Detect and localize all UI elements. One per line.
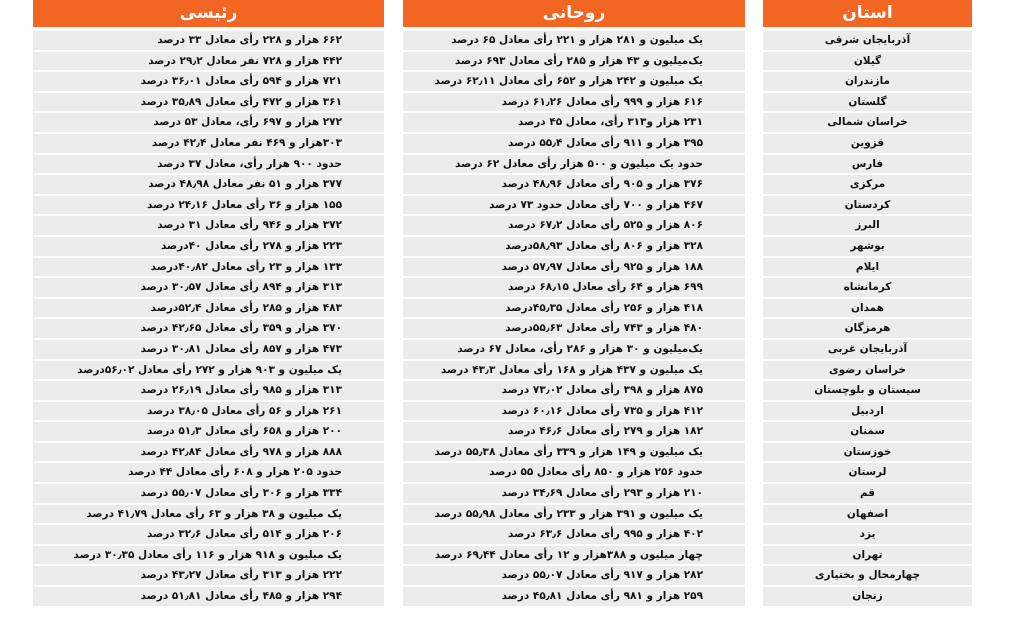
raisi-cell: ۶۶۲ هزار و ۲۲۸ رأی معادل ۳۳ درصد bbox=[33, 31, 384, 50]
rouhani-cell: حدود ۲۵۶ هزار و ۸۵۰ رأی معادل ۵۵ درصد bbox=[403, 463, 745, 482]
raisi-column bbox=[33, 0, 384, 608]
raisi-cell: یک میلیون و ۹۰۳ هزار و ۲۷۲ رأی معادل ۵۶٫۰۲درصد bbox=[33, 361, 384, 380]
province-cell: آذربایجان غربی bbox=[763, 340, 972, 359]
province-cell: سمنان bbox=[763, 422, 972, 441]
province-cell: اردبیل bbox=[763, 402, 972, 421]
rouhani-cell: حدود یک میلیون و ۵۰۰ هزار رأی معادل ۶۲ درصد bbox=[403, 155, 745, 174]
rouhani-cell: ۴۸۰ هزار و ۷۴۳ رأی معادل ۵۵٫۶۳درصد bbox=[403, 319, 745, 338]
rouhani-cell: ۳۷۶ هزار و ۹۰۵ رأی معادل ۴۸٫۹۶ درصد bbox=[403, 175, 745, 194]
rouhani-cell: یک میلیون و ۲۴۲ هزار و ۶۵۲ رأی معادل ۶۲٫۱۱ درصد bbox=[403, 72, 745, 91]
raisi-cell: ۳۶۱ هزار و ۴۷۲ رأی معادل ۳۵٫۸۹ درصد bbox=[33, 93, 384, 112]
raisi-cell: ۳۱۳ هزار و ۹۸۵ رأی معادل ۲۶٫۱۹ درصد bbox=[33, 381, 384, 400]
rouhani-cell: ۸۰۶ هزار و ۵۲۵ رأی معادل ۶۷٫۲ درصد bbox=[403, 216, 745, 235]
province-cell: لرستان bbox=[763, 463, 972, 482]
province-cell: قم bbox=[763, 484, 972, 503]
province-header: استان bbox=[763, 0, 972, 27]
province-cell: هرمزگان bbox=[763, 319, 972, 338]
rouhani-cell: ۱۸۸ هزار و ۹۲۵ رأی معادل ۵۷٫۹۷ درصد bbox=[403, 258, 745, 277]
raisi-cell: حدود ۹۰۰ هزار رأی، معادل ۳۷ درصد bbox=[33, 155, 384, 174]
province-rows bbox=[763, 31, 972, 606]
rouhani-cell: ۴۱۲ هزار و ۷۳۵ رأی معادل ۶۰٫۱۶ درصد bbox=[403, 402, 745, 421]
rouhani-cell: ۳۲۸ هزار و ۸۰۶ رأی معادل ۵۸٫۹۳درصد bbox=[403, 237, 745, 256]
raisi-cell: حدود ۲۰۵ هزار و ۶۰۸ رأی معادل ۴۴ درصد bbox=[33, 463, 384, 482]
province-cell: یزد bbox=[763, 525, 972, 544]
rouhani-cell: ۱۸۲ هزار و ۲۷۹ رأی معادل ۴۶٫۶ درصد bbox=[403, 422, 745, 441]
rouhani-cell: ۸۷۵ هزار و ۳۹۸ رأی معادل ۷۳٫۰۲ درصد bbox=[403, 381, 745, 400]
raisi-cell: ۳۱۳ هزار و ۸۹۴ رأی معادل ۳۰٫۵۷ درصد bbox=[33, 278, 384, 297]
province-cell: سیستان و بلوچستان bbox=[763, 381, 972, 400]
rouhani-cell: ۲۳۱ هزار و۳۱۳ رأی، معادل ۴۵ درصد bbox=[403, 113, 745, 132]
rouhani-cell: یک میلیون و ۲۸۱ هزار و ۲۲۱ رأی معادل ۶۵ درصد bbox=[403, 31, 745, 50]
rouhani-cell: ۲۸۲ هزار و ۹۱۷ رأی معادل ۵۵٫۰۷ درصد bbox=[403, 566, 745, 585]
rouhani-cell: ۶۱۶ هزار و ۹۹۹ رأی معادل ۶۱٫۲۶ درصد bbox=[403, 93, 745, 112]
province-cell: همدان bbox=[763, 299, 972, 318]
raisi-cell: ۲۲۳ هزار و ۲۷۸ رأی معادل ۴۰درصد bbox=[33, 237, 384, 256]
province-cell: آذربایجان شرقی bbox=[763, 31, 972, 50]
province-cell: البرز bbox=[763, 216, 972, 235]
rouhani-cell: یک میلیون و ۳۹۱ هزار و ۲۳۳ رأی معادل ۵۵٫۹۸ درصد bbox=[403, 505, 745, 524]
raisi-cell: ۳۳۴ هزار و ۳۰۶ رأی معادل ۵۵٫۰۷ درصد bbox=[33, 484, 384, 503]
province-column bbox=[763, 0, 972, 608]
province-cell: بوشهر bbox=[763, 237, 972, 256]
province-cell: قزوین bbox=[763, 134, 972, 153]
raisi-rows bbox=[33, 31, 384, 606]
province-cell: گیلان bbox=[763, 52, 972, 71]
raisi-cell: ۱۳۳ هزار و ۲۳ رأی معادل ۴۰٫۸۲درصد bbox=[33, 258, 384, 277]
rouhani-cell: ۲۱۰ هزار و ۲۹۳ رأی معادل ۳۴٫۶۹ درصد bbox=[403, 484, 745, 503]
raisi-cell: ۴۷۳ هزار و ۸۵۷ رأی معادل ۳۰٫۸۱ درصد bbox=[33, 340, 384, 359]
rouhani-cell: ۳۹۵ هزار و ۹۱۱ رأی معادل ۵۵٫۴ درصد bbox=[403, 134, 745, 153]
province-cell: خراسان شمالی bbox=[763, 113, 972, 132]
rouhani-cell: یک میلیون و ۱۴۹ هزار و ۳۳۹ رأی معادل ۵۵٫۳۸ درصد bbox=[403, 443, 745, 462]
rouhani-cell: ۲۵۹ هزار و ۹۸۱ رأی معادل ۴۵٫۸۱ درصد bbox=[403, 587, 745, 606]
province-cell: ایلام bbox=[763, 258, 972, 277]
rouhani-cell: یک‌میلیون و ۳۰ هزار و ۲۸۶ رأی، معادل ۶۷ درصد bbox=[403, 340, 745, 359]
province-cell: مازندران bbox=[763, 72, 972, 91]
rouhani-cell: ۴۱۸ هزار و ۲۵۶ رأی معادل ۴۵٫۳۵درصد bbox=[403, 299, 745, 318]
raisi-cell: ۳۷۲ هزار و ۹۴۶ رأی معادل ۳۱ درصد bbox=[33, 216, 384, 235]
raisi-cell: ۳۷۰ هزار و ۳۵۹ رأی معادل ۴۲٫۶۵ درصد bbox=[33, 319, 384, 338]
rouhani-column bbox=[403, 0, 745, 608]
raisi-header: رئیسی bbox=[33, 0, 384, 27]
rouhani-cell: ۶۹۹ هزار و ۶۴ رأی معادل ۶۸٫۱۵ درصد bbox=[403, 278, 745, 297]
province-cell: تهران bbox=[763, 546, 972, 565]
raisi-cell: ۳۰۳هزار و ۴۶۹ نفر معادل ۴۲٫۴ درصد bbox=[33, 134, 384, 153]
province-cell: چهارمحال و بختیاری bbox=[763, 566, 972, 585]
raisi-cell: ۴۴۲ هزار و ۷۲۸ نفر معادل ۲۹٫۲ درصد bbox=[33, 52, 384, 71]
raisi-cell: ۷۲۱ هزار و ۵۹۴ رأی معادل ۳۶٫۰۱ درصد bbox=[33, 72, 384, 91]
province-cell: فارس bbox=[763, 155, 972, 174]
raisi-cell: ۲۶۱ هزار و ۵۶ رأی معادل ۳۸٫۰۵ درصد bbox=[33, 402, 384, 421]
raisi-cell: ۸۸۸ هزار و ۹۷۸ رأی معادل ۴۲٫۸۴ درصد bbox=[33, 443, 384, 462]
rouhani-cell: یک‌میلیون و ۴۳ هزار و ۲۸۵ رأی معادل ۶۹۳ درصد bbox=[403, 52, 745, 71]
raisi-cell: یک میلیون و ۹۱۸ هزار و ۱۱۶ رأی معادل ۳۰٫۳۵ درصد bbox=[33, 546, 384, 565]
raisi-cell: ۳۷۷ هزار و ۵۱ نفر معادل ۴۸٫۹۸ درصد bbox=[33, 175, 384, 194]
rouhani-header: روحانی bbox=[403, 0, 745, 27]
province-cell: خوزستان bbox=[763, 443, 972, 462]
province-cell: خراسان رضوی bbox=[763, 361, 972, 380]
province-cell: کرمانشاه bbox=[763, 278, 972, 297]
raisi-cell: ۲۷۲ هزار و ۶۹۷ رأی، معادل ۵۳ درصد bbox=[33, 113, 384, 132]
rouhani-cell: یک میلیون و ۴۳۷ هزار و ۱۶۸ رأی معادل ۴۳٫۳ درصد bbox=[403, 361, 745, 380]
raisi-cell: ۲۲۲ هزار و ۳۱۳ رأی معادل ۴۳٫۲۷ درصد bbox=[33, 566, 384, 585]
rouhani-rows bbox=[403, 31, 745, 606]
raisi-cell: ۴۸۳ هزار و ۲۸۵ رأی معادل ۵۲٫۴درصد bbox=[33, 299, 384, 318]
raisi-cell: ۲۰۶ هزار و ۵۱۴ رأی معادل ۳۲٫۶ درصد bbox=[33, 525, 384, 544]
province-cell: کردستان bbox=[763, 196, 972, 215]
rouhani-cell: ۴۰۲ هزار و ۹۹۵ رأی معادل ۶۳٫۶ درصد bbox=[403, 525, 745, 544]
raisi-cell: ۱۵۵ هزار و ۳۶ رأی معادل ۲۴٫۱۶ درصد bbox=[33, 196, 384, 215]
raisi-cell: یک میلیون و ۳۸ هزار و ۶۳ رأی معادل ۴۱٫۷۹ درصد bbox=[33, 505, 384, 524]
rouhani-cell: ۴۶۷ هزار و ۷۰۰ رأی معادل حدود ۷۳ درصد bbox=[403, 196, 745, 215]
province-cell: اصفهان bbox=[763, 505, 972, 524]
raisi-cell: ۲۰۰ هزار و ۶۵۸ رأی معادل ۵۱٫۳ درصد bbox=[33, 422, 384, 441]
province-cell: گلستان bbox=[763, 93, 972, 112]
raisi-cell: ۲۹۴ هزار و ۴۸۵ رأی معادل ۵۱٫۸۱ درصد bbox=[33, 587, 384, 606]
province-cell: مرکزی bbox=[763, 175, 972, 194]
province-cell: زنجان bbox=[763, 587, 972, 606]
rouhani-cell: چهار میلیون و ۳۸۸هزار و ۱۲ رأی معادل ۶۹٫۴۴ درصد bbox=[403, 546, 745, 565]
